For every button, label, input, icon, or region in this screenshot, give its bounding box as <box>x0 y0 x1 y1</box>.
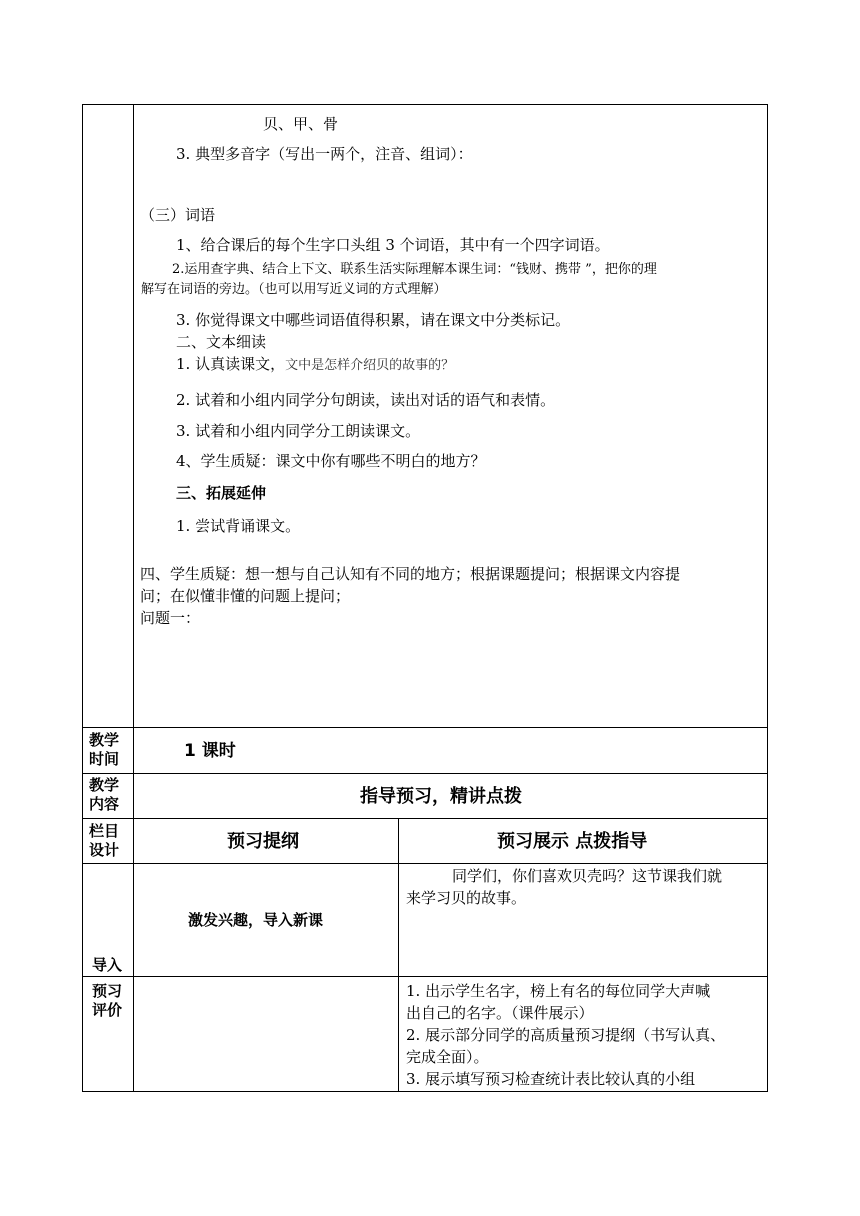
table-left-border <box>82 104 83 1092</box>
time-label-line: 教学 <box>89 731 120 749</box>
section-heading-reading: 二、文本细读 <box>176 333 267 351</box>
table-right-border <box>767 104 768 1092</box>
time-value: 1 课时 <box>184 741 236 761</box>
eval-label <box>92 982 122 1019</box>
time-label-line: 时间 <box>89 750 120 768</box>
column-header-outline: 预习提纲 <box>227 831 299 852</box>
eval-show-line: 2. 展示部分同学的高质量预习提纲（书写认真、 <box>406 1026 726 1044</box>
content-line: 2.运用查字典、结合上下文、联系生活实际理解本课生词：“钱财、携带 ”，把你的理 <box>172 262 657 277</box>
content-label-line: 内容 <box>89 795 120 813</box>
row-divider-eval <box>82 976 768 977</box>
intro-show-line: 同学们，你们喜欢贝壳吗？这节课我们就 <box>452 867 723 885</box>
content-line-part: 1. 认真读课文， <box>176 355 286 373</box>
content-line: 贝、甲、骨 <box>263 115 339 133</box>
time-label <box>89 731 119 768</box>
row-divider-time <box>82 727 768 728</box>
table-bottom-border <box>82 1091 768 1092</box>
content-line: 3. 试着和小组内同学分工朗读课文。 <box>176 422 421 440</box>
content-line: 四、学生质疑：想一想与自己认知有不同的地方；根据课题提问；根据课文内容提 <box>140 565 681 583</box>
content-line: 问题一： <box>140 609 201 627</box>
content-line: 1. 尝试背诵课文。 <box>176 517 301 535</box>
intro-outline: 激发兴趣，导入新课 <box>188 911 324 929</box>
design-label-line: 栏目 <box>89 822 120 840</box>
content-label <box>89 776 119 813</box>
content-line: 4、学生质疑：课文中你有哪些不明白的地方？ <box>176 452 486 470</box>
content-line: 3. 典型多音字（写出一两个，注音、组词）： <box>176 145 473 163</box>
row-divider-content <box>82 773 768 774</box>
eval-show-line: 1. 出示学生名字，榜上有名的每位同学大声喊 <box>406 982 711 1000</box>
design-label <box>89 822 119 859</box>
section-heading-extension: 三、拓展延伸 <box>176 484 267 502</box>
eval-label-line: 评价 <box>92 1001 123 1019</box>
eval-show-line: 完成全面）。 <box>406 1048 489 1066</box>
content-line <box>176 357 454 372</box>
content-line: 3. 你觉得课文中哪些词语值得积累，请在课文中分类标记。 <box>176 311 571 329</box>
content-line: 问；在似懂非懂的问题上提问； <box>140 587 351 605</box>
label-column-divider <box>133 104 134 1092</box>
row-divider-intro <box>82 863 768 864</box>
content-line: 2. 试着和小组内同学分句朗读，读出对话的语气和表情。 <box>176 391 556 409</box>
intro-label: 导入 <box>92 956 123 974</box>
content-label-line: 教学 <box>89 776 120 794</box>
content-line: 1、给合课后的每个生字口头组 3 个词语，其中有一个四字词语。 <box>176 236 610 254</box>
row-divider-design <box>82 818 768 819</box>
table-top-border <box>82 104 768 105</box>
middle-column-divider <box>398 818 399 1092</box>
eval-label-line: 预习 <box>92 982 123 1000</box>
eval-show-line: 3. 展示填写预习检查统计表比较认真的小组 <box>406 1070 696 1088</box>
intro-show-line: 来学习贝的故事。 <box>406 889 527 907</box>
eval-show-line: 出自己的名字。（课件展示） <box>406 1004 594 1022</box>
content-line-question: 文中是怎样介绍贝的故事的？ <box>285 358 455 373</box>
design-label-line: 设计 <box>89 841 120 859</box>
content-value: 指导预习，精讲点拨 <box>360 786 522 807</box>
column-header-show: 预习展示 点拨指导 <box>497 831 648 852</box>
content-line: 解写在词语的旁边。（也可以用写近义词的方式理解） <box>141 282 447 297</box>
section-heading-words: （三）词语 <box>140 206 216 224</box>
